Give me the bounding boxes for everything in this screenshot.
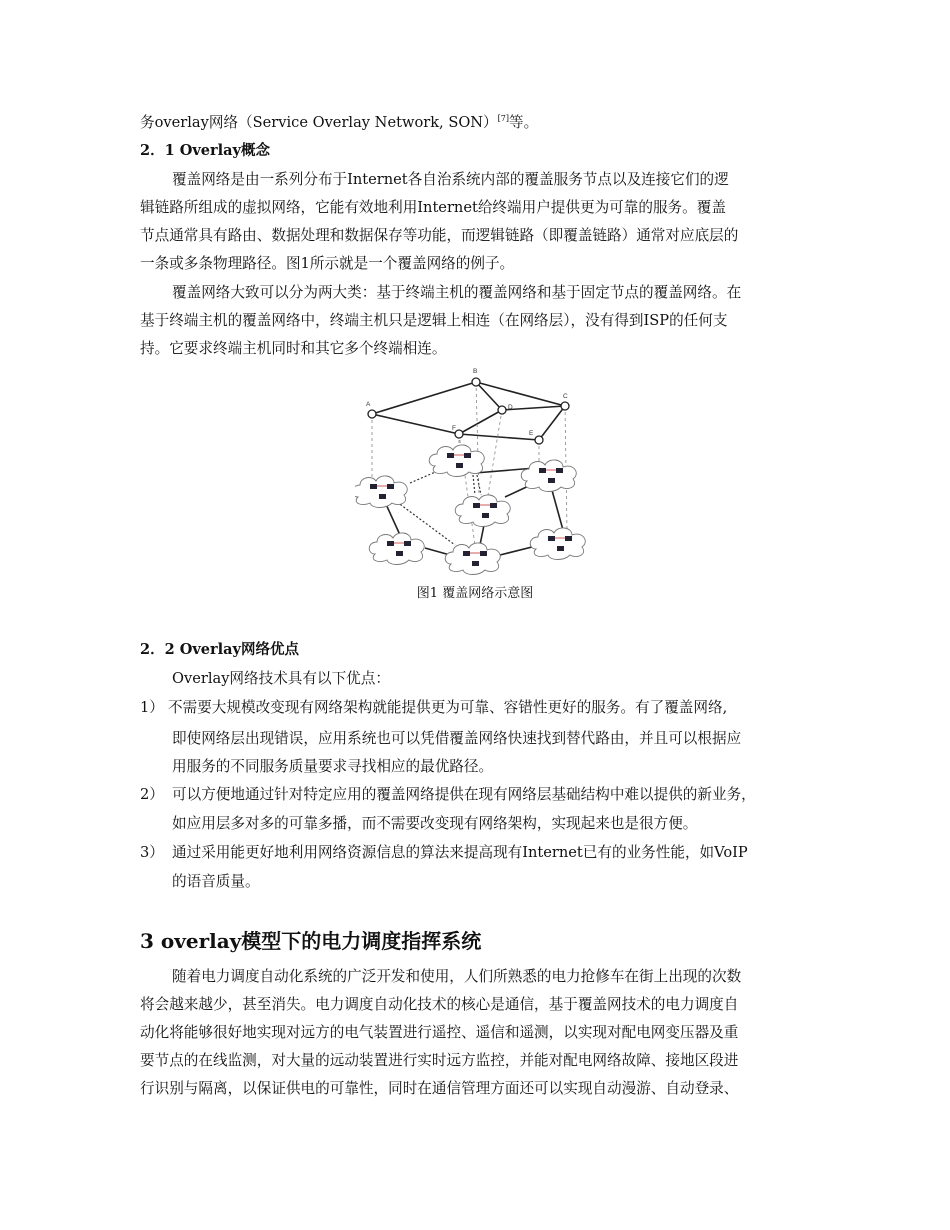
list-number: 3）	[140, 844, 164, 861]
list-item-line: 用服务的不同服务质量要求寻找相应的最优路径。	[172, 758, 494, 775]
node-label-a: A	[366, 401, 371, 408]
list-item-line: 的语音质量。	[172, 873, 260, 890]
node-label-e: E	[529, 430, 534, 437]
subnet-cloud	[429, 445, 484, 477]
section-heading-2-2: 2．2 Overlay网络优点	[140, 641, 299, 658]
list-item-line: 不需要大规模改变现有网络架构就能提供更为可靠、容错性更好的服务。有了覆盖网络,	[168, 699, 728, 716]
overlay-node	[472, 378, 480, 386]
paragraph-line: Overlay网络技术具有以下优点：	[172, 670, 390, 687]
list-item-line: 如应用层多对多的可靠多播，而不需要改变现有网络架构，实现起来也是很方便。	[172, 815, 698, 832]
paragraph-line: 随着电力调度自动化系统的广泛开发和使用，人们所熟悉的电力抢修车在街上出现的次数	[172, 968, 742, 985]
overlay-node	[561, 402, 569, 410]
list-number: 1）	[140, 699, 164, 716]
paragraph-line: 一条或多条物理路径。图1所示就是一个覆盖网络的例子。	[140, 255, 515, 272]
paragraph-line: 覆盖网络大致可以分为两大类：基于终端主机的覆盖网络和基于固定节点的覆盖网络。在	[172, 284, 742, 301]
paragraph-line: 辑链路所组成的虚拟网络，它能有效地利用Internet给终端用户提供更为可靠的服务。覆盖	[140, 199, 726, 216]
list-item-line: 可以方便地通过针对特定应用的覆盖网络提供在现有网络层基础结构中难以提供的新业务，	[172, 786, 756, 803]
text: 务overlay网络（Service Overlay Network, SON）	[140, 114, 498, 131]
subnet-cloud	[455, 495, 510, 527]
list-item-line: 即使网络层出现错误，应用系统也可以凭借覆盖网络快速找到替代路由，并且可以根据应	[172, 730, 742, 747]
list-item-line: 通过采用能更好地利用网络资源信息的算法来提高现有Internet已有的业务性能，如VoIP	[172, 844, 748, 861]
paragraph-line: 持。它要求终端主机同时和其它多个终端相连。	[140, 340, 447, 357]
paragraph-line: 基于终端主机的覆盖网络中，终端主机只是逻辑上相连（在网络层），没有得到ISP的任何支	[140, 312, 728, 329]
subnet-cloud	[530, 528, 585, 560]
text: 等。	[509, 114, 539, 131]
node-label-b: B	[473, 368, 478, 375]
node-label-d: D	[508, 404, 513, 411]
overlay-node	[368, 410, 376, 418]
node-label-f: F	[452, 425, 456, 432]
overlay-network-figure	[355, 365, 595, 580]
overlay-node	[455, 430, 463, 438]
subnet-cloud	[355, 476, 407, 508]
overlay-node	[535, 436, 543, 444]
subnet-cloud	[445, 543, 500, 575]
subnet-cloud	[521, 460, 576, 492]
figure-caption: 图1 覆盖网络示意图	[416, 586, 534, 601]
paragraph-line: 将会越来越少，甚至消失。电力调度自动化技术的核心是通信，基于覆盖网技术的电力调度自	[140, 996, 739, 1013]
paragraph-line: 动化将能够很好地实现对远方的电气装置进行遥控、遥信和遥测，以实现对配电网变压器及重	[140, 1024, 739, 1041]
section-heading-3: 3 overlay模型下的电力调度指挥系统	[140, 929, 482, 953]
paragraph-line: 要节点的在线监测，对大量的远动装置进行实时远方监控，并能对配电网络故障、接地区段进	[140, 1052, 739, 1069]
paragraph-line: 行识别与隔离，以保证供电的可靠性，同时在通信管理方面还可以实现自动漫游、自动登录、	[140, 1080, 739, 1097]
overlay-node	[498, 406, 506, 414]
paragraph-line	[140, 113, 820, 133]
section-heading-2-1: 2．1 Overlay概念	[140, 142, 270, 159]
paragraph-line: 覆盖网络是由一系列分布于Internet各自治系统内部的覆盖服务节点以及连接它们的逻	[172, 171, 729, 188]
citation: [7]	[497, 114, 509, 124]
subnet-cloud	[369, 533, 424, 565]
node-label-c: C	[563, 393, 568, 400]
paragraph-line: 节点通常具有路由、数据处理和数据保存等功能，而逻辑链路（即覆盖链路）通常对应底层的	[140, 227, 739, 244]
list-number: 2）	[140, 786, 164, 803]
